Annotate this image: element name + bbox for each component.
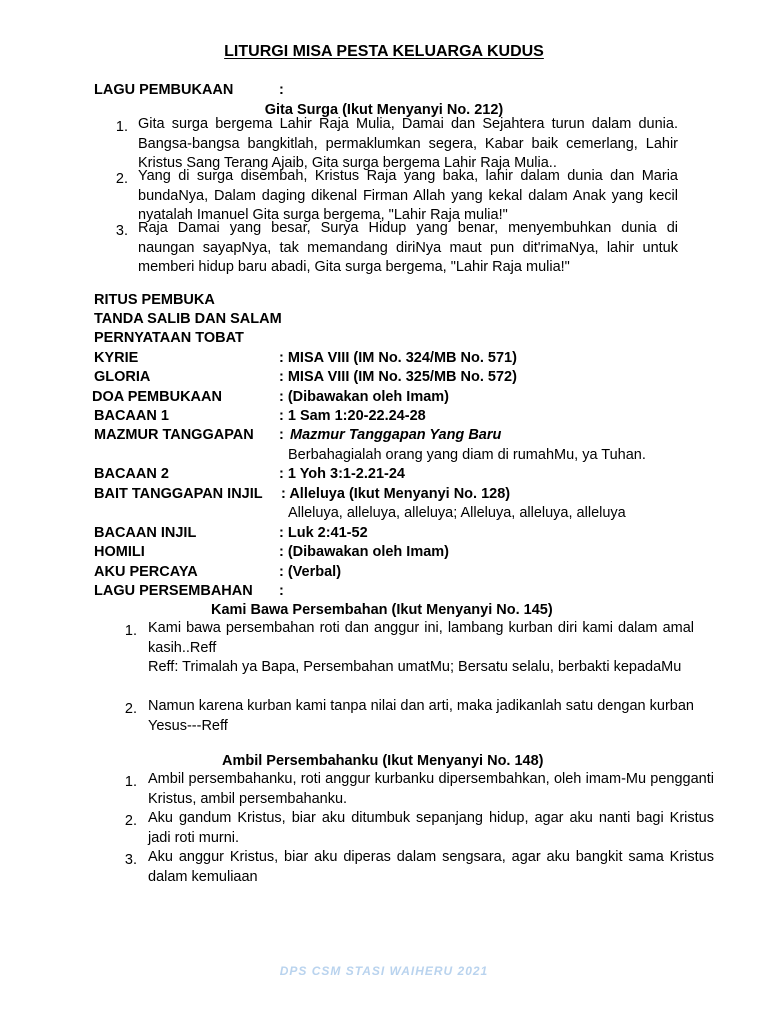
aku-percaya-label: AKU PERCAYA [94, 564, 198, 580]
tanda-salib-heading: TANDA SALIB DAN SALAM [94, 311, 282, 327]
verse-text: Aku gandum Kristus, biar aku ditumbuk sepanjang hidup, agar aku nanti bagi Kristus jadi roti murni. [148, 810, 714, 846]
verse-text: Aku anggur Kristus, biar aku diperas dalam sengsara, agar aku bangkit sama Kristus dalam kemuliaan [148, 849, 714, 885]
offertory-song-title: Kami Bawa Persembahan (Ikut Menyanyi No. 145) [211, 602, 553, 618]
bacaan1-value: : 1 Sam 1:20-22.24-28 [279, 408, 426, 424]
gloria-label: GLORIA [94, 369, 151, 385]
verse-number: 2. [115, 171, 128, 187]
verse-text: Raja Damai yang besar, Surya Hidup yang benar, menyembuhkan dunia di naungan sayapNya, tak memandang diriNya maut pun dit'rimaNya, lahir untuk memberi hidup baru abadi, Gita surga bergema, "Lahir Raja mulia!" [138, 220, 678, 275]
bacaan1-label: BACAAN 1 [94, 408, 169, 424]
aku-percaya-value: : (Verbal) [279, 564, 342, 580]
mazmur-response: Berbahagialah orang yang diam di rumahMu, ya Tuhan. [288, 447, 646, 463]
verse-text: Gita surga bergema Lahir Raja Mulia, Damai dan Sejahtera turun dalam dunia. Bangsa-bangsa bangkitlah, permaklumkan segera, Kabar baik cemerlang, Lahir Kristus Sang Terang Ajaib, Gita surga bergema Lahir Raja Mulia.. [138, 116, 678, 171]
bacaan2-label: BACAAN 2 [94, 466, 169, 482]
opening-song-label: LAGU PEMBUKAAN [94, 82, 234, 98]
lagu-persembahan-colon: : [279, 583, 284, 599]
ritus-pembuka-heading: RITUS PEMBUKA [94, 292, 215, 308]
kyrie-label: KYRIE [94, 350, 139, 366]
bacaan2-value: : 1 Yoh 3:1-2.21-24 [279, 466, 405, 482]
doa-pembukaan-value: : (Dibawakan oleh Imam) [279, 389, 450, 405]
mazmur-value: Mazmur Tanggapan Yang Baru [290, 427, 502, 443]
refrain-text: Reff: Trimalah ya Bapa, Persembahan umatMu; Bersatu selalu, berbakti kepadaMu [148, 659, 682, 675]
verse-number: 1. [115, 119, 128, 135]
homili-label: HOMILI [94, 544, 145, 560]
verse-number: 2. [124, 813, 137, 829]
kyrie-value: : MISA VIII (IM No. 324/MB No. 571) [279, 350, 517, 366]
bait-tanggapan-response: Alleluya, alleluya, alleluya; Alleluya, alleluya, alleluya [288, 505, 626, 521]
verse-number: 3. [115, 223, 128, 239]
verse-number: 1. [124, 774, 137, 790]
opening-song-title: Gita Surga (Ikut Menyanyi No. 212) [264, 102, 504, 118]
pernyataan-tobat-heading: PERNYATAAN TOBAT [94, 330, 244, 346]
homili-value: : (Dibawakan oleh Imam) [279, 544, 450, 560]
bait-tanggapan-value: : Alleluya (Ikut Menyanyi No. 128) [281, 486, 511, 502]
verse-text: Yang di surga disembah, Kristus Raja yang baka, lahir dalam dunia dan Maria bundaNya, Dalam daging dikenal Firman Allah yang kekal dalam Anak yang kecil nyatalah Imanuel Gita surga bergema, "Lahir Raja mulia!" [138, 168, 678, 223]
verse-number: 1. [124, 623, 137, 639]
verse-text: Namun karena kurban kami tanpa nilai dan arti, maka jadikanlah satu dengan kurban Yesus---Reff [148, 698, 694, 734]
lagu-persembahan-label: LAGU PERSEMBAHAN [94, 583, 253, 599]
mazmur-label: MAZMUR TANGGAPAN [94, 427, 254, 443]
verse-number: 2. [124, 701, 137, 717]
verse-text: Kami bawa persembahan roti dan anggur ini, lambang kurban diri kami dalam amal kasih..Reff [148, 620, 694, 656]
bacaan-injil-value: : Luk 2:41-52 [279, 525, 368, 541]
opening-song-colon: : [279, 82, 284, 98]
gloria-value: : MISA VIII (IM No. 325/MB No. 572) [279, 369, 517, 385]
verse-text: Ambil persembahanku, roti anggur kurbanku dipersembahkan, oleh imam-Mu pengganti Kristus, ambil persembahanku. [148, 771, 714, 807]
footer-text: DPS CSM STASI WAIHERU 2021 [279, 964, 489, 978]
bacaan-injil-label: BACAAN INJIL [94, 525, 197, 541]
bait-tanggapan-label: BAIT TANGGAPAN INJIL [94, 486, 263, 502]
verse-number: 3. [124, 852, 137, 868]
page-title: LITURGI MISA PESTA KELUARGA KUDUS [224, 43, 544, 60]
doa-pembukaan-label: DOA PEMBUKAAN [92, 389, 222, 405]
mazmur-colon: : [279, 427, 284, 443]
offertory-song2-title: Ambil Persembahanku (Ikut Menyanyi No. 148) [222, 753, 544, 769]
